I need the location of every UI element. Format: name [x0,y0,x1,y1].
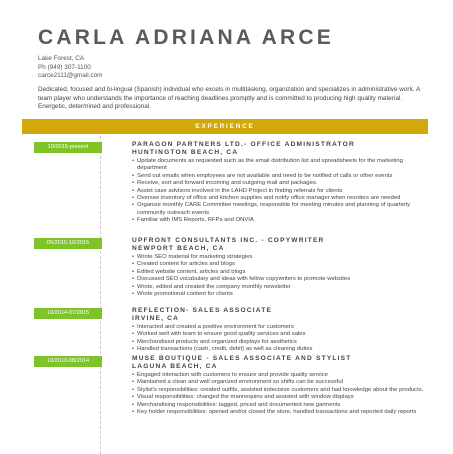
duty-item: • Worked well with team to ensure good quality services and sales [132,331,432,338]
entry-content [132,141,432,225]
duty-item: • Familiar with IMS Reports, RFPs and ONVIA [132,217,432,224]
date-badge: 05/2015-10/2015 [34,238,102,249]
duty-item: • Stylist's responsibilities: created outfits, assisted indecisive customers and had knowledge about the products. [132,387,432,394]
job-title: REFLECTION- SALES ASSOCIATE [132,307,273,314]
duty-item: • Engaged interaction with customers to ensure and provide quality service [132,372,432,379]
duty-item: • Interacted and created a positive environment for customers [132,324,432,331]
duty-item: • Merchandised products and organized displays for aesthetics [132,339,432,346]
job-location: LAGUNA BEACH, CA [132,363,218,370]
duty-item: • Send out emails when employees are not available and need to be notified of calls or other events [132,173,432,180]
duty-list [132,254,432,298]
phone-text: Ph (949) 307-1100 [38,63,91,71]
duty-item: • Oversee inventory of office and kitchen supplies and notify office manager when reorders are needed [132,195,432,202]
experience-banner: EXPERIENCE [22,119,428,134]
duty-item: • Organize monthly CARE Committee meetings, responsible for meeting minutes and planning of quarterly community outreach events [132,202,432,217]
date-badge: 10/2014-07/2015 [34,308,102,319]
location-text: Lake Forest, CA [38,55,85,62]
duty-item: • Handled transactions (cash, credit, debit) as well as cleaning duties [132,346,432,353]
duty-item: • Wrote SEO material for marketing strategies [132,254,432,261]
email-text: carce2111@gmail.com [38,72,103,80]
duty-list [132,158,432,225]
job-location: NEWPORT BEACH, CA [132,245,225,252]
job-location: IRVINE, CA [132,315,180,322]
duty-item: • Wrote, edited and created the company monthly newsletter [132,284,432,291]
duty-item: • Update documents as requested such as the email distribution list and spreadsheets for the marketing department [132,158,432,173]
job-title: MUSE BOUTIQUE - SALES ASSOCIATE AND STYLIST [132,355,352,362]
job-location: HUNTINGTON BEACH, CA [132,149,239,156]
timeline-divider [100,136,102,454]
duty-item: • Visual responsibilities: changed the mannequins and assisted with window displays [132,394,432,401]
entry-content [132,355,432,416]
date-badge: 10/2013-08/2014 [34,356,102,367]
duty-item: • Merchandising responsibilities: tagged, priced and documented new garments [132,402,432,409]
candidate-name: CARLA ADRIANA ARCE [38,26,334,49]
duty-item: • Created content for articles and blogs [132,261,432,268]
duty-item: • Assist case advisors involved in the LAHD Project in finding referrals for clients [132,188,432,195]
entry-content [132,237,432,298]
duty-item: • Key holder responsibilities: opened and/or closed the store, handled transactions and reported daily reports [132,409,432,416]
duty-item: • Wrote promotional content for clients [132,291,432,298]
job-title: PARAGON PARTNERS LTD.- OFFICE ADMINISTRATOR [132,141,355,148]
duty-item: • Maintained a clean and well organized environment so shifts can be successful [132,379,432,386]
summary-paragraph: Dedicated, focused and bi-lingual (Spanish) individual who excels in multitasking, organization and specializes in administrative work. A team player who understands the importance of reaching deadlines promptly and is committed to producing high quality material. Energetic, determined and professional. [38,86,420,111]
duty-item: • Edited website content, articles and blogs [132,269,432,276]
duty-item: • Discussed SEO vocabulary and ideas with fellow copywriters to promote websites [132,276,432,283]
duty-item: • Receive, sort and forward incoming and outgoing mail and packages. [132,180,432,187]
job-title: UPFRONT CONSULTANTS INC. - COPYWRITER [132,237,325,244]
date-badge: 10/2015-present [34,142,102,153]
duty-list [132,324,432,354]
duty-list [132,372,432,416]
entry-content [132,307,432,354]
contact-info [38,55,103,81]
